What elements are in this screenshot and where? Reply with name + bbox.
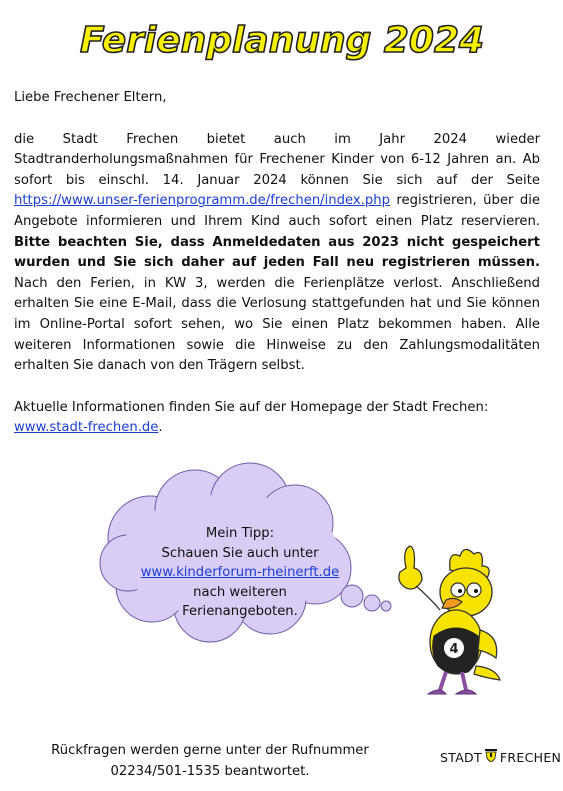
stadt-frechen-link[interactable]: www.stadt-frechen.de [14, 420, 159, 436]
svg-text:4: 4 [449, 642, 459, 657]
coat-of-arms-icon [483, 748, 499, 766]
footer-line: Rückfragen werden gerne unter der Rufnummer [51, 743, 369, 758]
stadt-frechen-logo [440, 748, 561, 766]
letter-body [14, 88, 540, 439]
ferienprogramm-link[interactable]: https://www.unser-ferienprogramm.de/frechen/index.php [14, 193, 390, 209]
logo-text-right: FRECHEN [499, 749, 562, 765]
tip-text [90, 468, 390, 638]
paragraph-text: Nach den Ferien, in KW 3, werden die Ferienplätze verlost. Anschließend erhalten Sie eine E-Mail, dass die Verlosung stattgefunden hat und Sie können im Online-Portal sofort sehen, wo Sie einen Platz bekommen haben. Alle weiteren Informationen sowie die Hinweise zu den Zahlungsmodalitäten erhalten Sie danach von den Trägern selbst. [14, 275, 540, 374]
important-notice: Bitte beachten Sie, dass Anmeldedaten aus 2023 nicht gespeichert wurden und Sie sich daher auf jeden Fall neu registrieren müssen. [14, 234, 540, 271]
paragraph-text: Aktuelle Informationen finden Sie auf der Homepage der Stadt Frechen: [14, 399, 489, 415]
kinderforum-link[interactable]: www.kinderforum-rheinerft.de [140, 565, 340, 580]
tip-line: Ferienangeboten. [182, 604, 298, 619]
paragraph-registration [14, 130, 540, 377]
bird-mascot-icon [388, 540, 508, 705]
paragraph-homepage [14, 398, 540, 439]
greeting: Liebe Frechener Eltern, [14, 90, 167, 105]
footer-phone: 02234/501-1535 beantwortet. [110, 764, 310, 779]
title-text: Ferienplanung 2024 [79, 20, 484, 61]
paragraph-text: die Stadt Frechen bietet auch im Jahr 2024 wieder Stadtranderholungsmaßnahmen für Frechener Kinder von 6-12 Jahren an. Ab sofort bis einschl. 14. Januar 2024 können Sie sich auf der Seite [14, 131, 540, 188]
tip-line: nach weiteren [193, 584, 287, 600]
tip-line: Schauen Sie auch unter [161, 545, 319, 561]
page-title [0, 8, 563, 72]
paragraph-text: registrieren, über die Angebote informieren und Ihrem Kind auch sofort einen Platz reservieren. [14, 193, 540, 229]
tip-cloud [90, 468, 390, 638]
logo-text-left: STADT [440, 749, 482, 765]
tip-heading: Mein Tipp: [205, 526, 275, 541]
paragraph-suffix: . [158, 420, 163, 436]
footer-contact [20, 740, 400, 782]
title-graphic [79, 8, 484, 72]
